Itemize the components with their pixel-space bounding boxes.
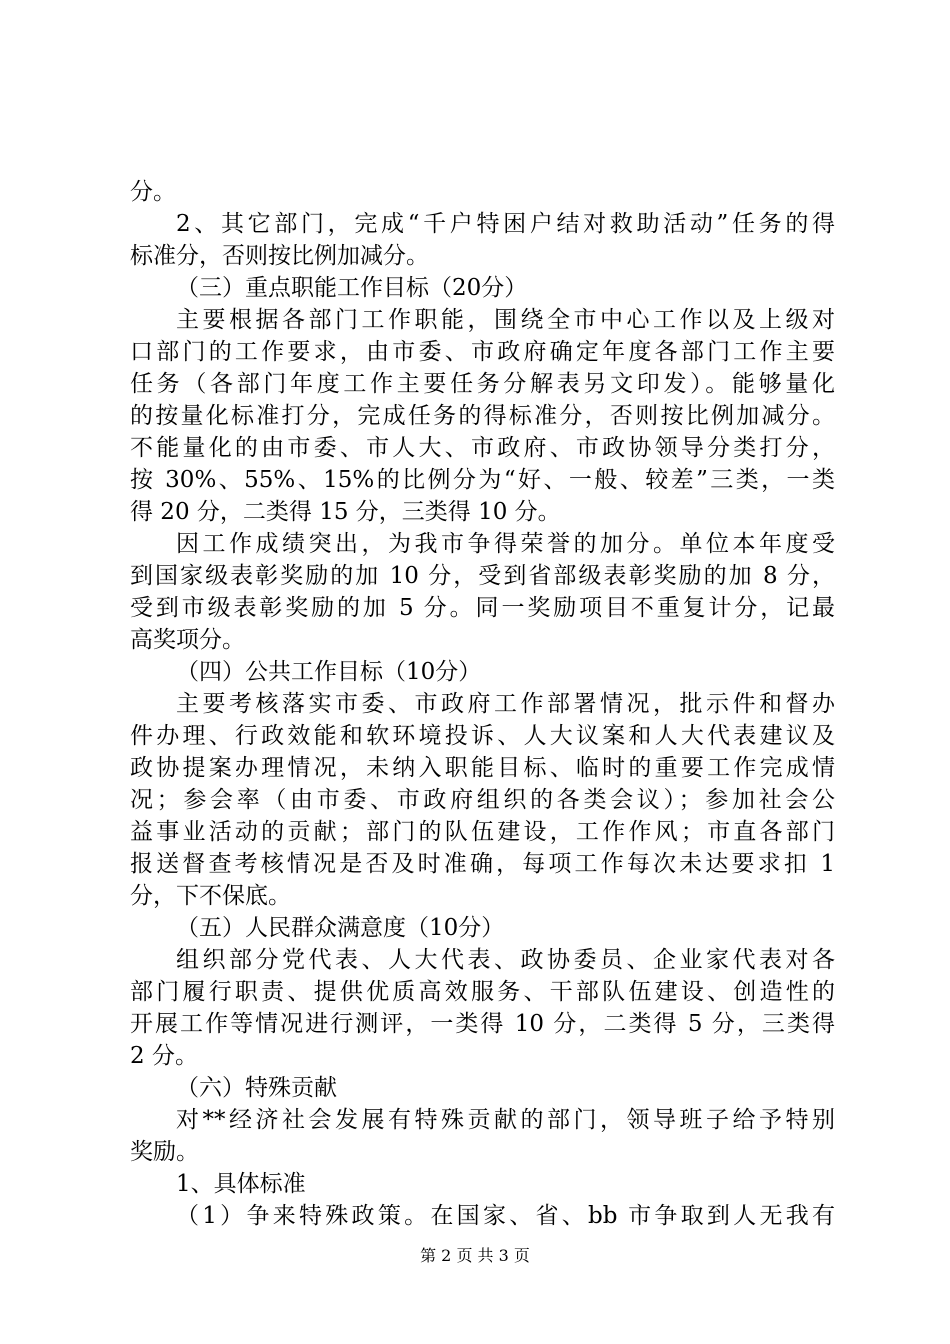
page-footer: 第 2 页 共 3 页 xyxy=(420,1246,530,1265)
text-line: 任务（各部门年度工作主要任务分解表另文印发）。能够量化 xyxy=(130,371,835,397)
text-line: 报送督查考核情况是否及时准确，每项工作每次未达要求扣 1 xyxy=(130,851,835,877)
text-line: （三）重点职能工作目标（20分） xyxy=(176,275,528,301)
text-line: 主要考核落实市委、市政府工作部署情况，批示件和督办 xyxy=(176,691,835,717)
text-line: 分，下不保底。 xyxy=(130,883,291,909)
text-line: 得 20 分，二类得 15 分，三类得 10 分。 xyxy=(130,499,561,525)
text-line: 件办理、行政效能和软环境投诉、人大议案和人大代表建议及 xyxy=(130,723,835,749)
text-line: 口部门的工作要求，由市委、市政府确定年度各部门工作主要 xyxy=(130,339,835,365)
text-line: 的按量化标准打分，完成任务的得标准分，否则按比例加减分。 xyxy=(130,403,835,429)
text-line: 因工作成绩突出，为我市争得荣誉的加分。单位本年度受 xyxy=(176,531,835,557)
text-line: 不能量化的由市委、市人大、市政府、市政协领导分类打分， xyxy=(130,435,835,461)
text-line: 高奖项分。 xyxy=(130,627,245,653)
text-line: 按 30%、55%、15%的比例分为“好、一般、较差”三类，一类 xyxy=(130,467,835,493)
text-line: 2、其它部门，完成“千户特困户结对救助活动”任务的得 xyxy=(176,211,835,237)
text-line: 组织部分党代表、人大代表、政协委员、企业家代表对各 xyxy=(176,947,835,973)
text-line: 开展工作等情况进行测评，一类得 10 分，二类得 5 分，三类得 xyxy=(130,1011,835,1037)
text-line: 部门履行职责、提供优质高效服务、干部队伍建设、创造性的 xyxy=(130,979,835,1005)
text-line: 奖励。 xyxy=(130,1139,199,1165)
text-line: （六）特殊贡献 xyxy=(176,1075,337,1101)
text-line: 分。 xyxy=(130,179,176,205)
text-line: （四）公共工作目标（10分） xyxy=(176,659,482,685)
text-line: （1）争来特殊政策。在国家、省、bb 市争取到人无我有 xyxy=(176,1203,835,1229)
text-line: 益事业活动的贡献；部门的队伍建设，工作作风；市直各部门 xyxy=(130,819,835,845)
text-line: 政协提案办理情况，未纳入职能目标、临时的重要工作完成情 xyxy=(130,755,835,781)
document-body xyxy=(130,176,835,1232)
text-line: 2 分。 xyxy=(130,1043,198,1069)
text-line: 到国家级表彰奖励的加 10 分，受到省部级表彰奖励的加 8 分， xyxy=(130,563,835,589)
text-line: 受到市级表彰奖励的加 5 分。同一奖励项目不重复计分，记最 xyxy=(130,595,835,621)
text-line: 况；参会率（由市委、市政府组织的各类会议）；参加社会公 xyxy=(130,787,835,813)
text-line: 对**经济社会发展有特殊贡献的部门，领导班子给予特别 xyxy=(176,1107,835,1133)
text-line: 标准分，否则按比例加减分。 xyxy=(130,243,429,269)
text-line: 1、具体标准 xyxy=(176,1171,306,1197)
text-line: 主要根据各部门工作职能，围绕全市中心工作以及上级对 xyxy=(176,307,835,333)
text-line: （五）人民群众满意度（10分） xyxy=(176,915,505,941)
